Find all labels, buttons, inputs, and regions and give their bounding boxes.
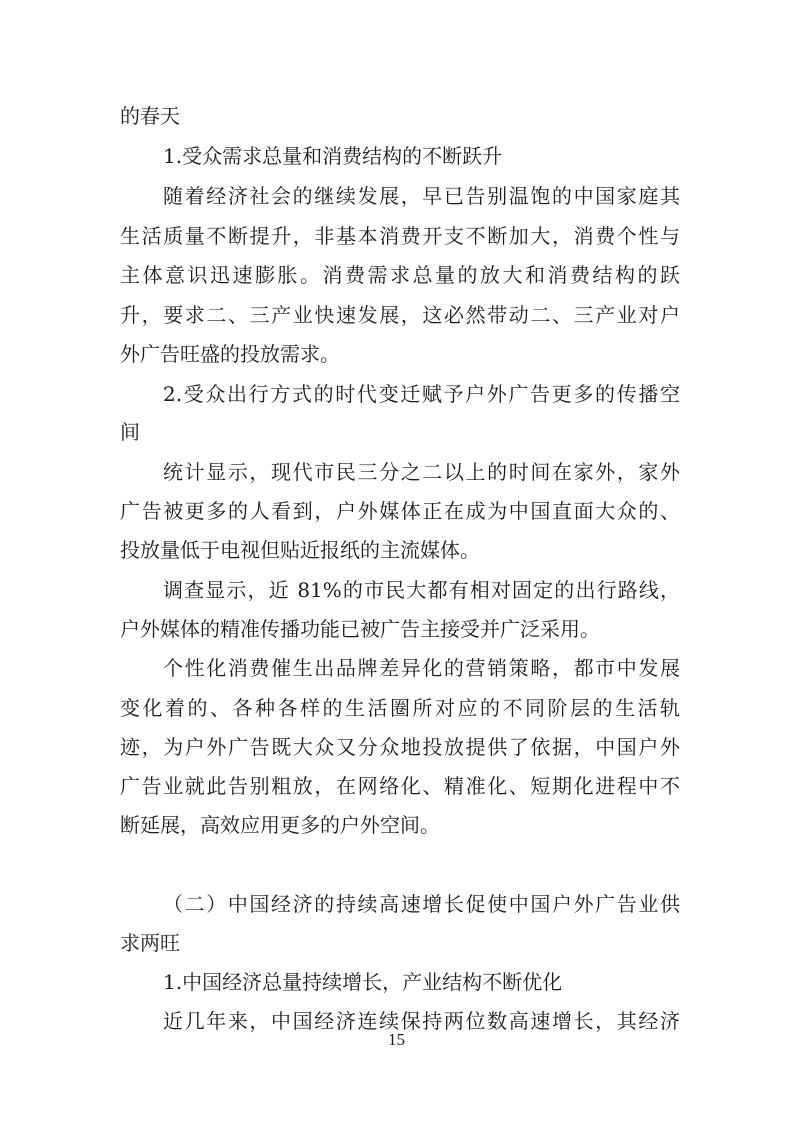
section-heading: 1.受众需求总量和消费结构的不断跃升: [163, 144, 503, 168]
text-line: 的春天: [120, 104, 180, 128]
text-line: 个性化消费催生出品牌差异化的营销策略，都市中发展: [163, 656, 680, 680]
text-line: 广告业就此告别粗放，在网络化、精准化、短期化进程中不: [120, 774, 680, 798]
section-heading: 求两旺: [120, 931, 180, 955]
text-line: 升，要求二、三产业快速发展，这必然带动二、三产业对户: [120, 303, 680, 327]
section-heading: 间: [120, 420, 140, 444]
text-line: 生活质量不断提升，非基本消费开支不断加大，消费个性与: [120, 224, 680, 248]
text-line: 统计显示，现代市民三分之二以上的时间在家外，家外: [163, 460, 680, 484]
text-line: 随着经济社会的继续发展，早已告别温饱的中国家庭其: [163, 184, 680, 208]
text-line: 广告被更多的人看到，户外媒体正在成为中国直面大众的、: [120, 499, 680, 523]
text-line: 断延展，高效应用更多的户外空间。: [120, 813, 440, 837]
text-line: 调查显示，近 81%的市民大都有相对固定的出行路线，: [163, 578, 680, 602]
section-heading: 1.中国经济总量持续增长，产业结构不断优化: [163, 970, 563, 994]
text-line: 主体意识迅速膨胀。消费需求总量的放大和消费结构的跃: [120, 263, 680, 287]
section-heading: 2.受众出行方式的时代变迁赋予户外广告更多的传播空: [163, 382, 680, 406]
text-line: 近几年来，中国经济连续保持两位数高速增长，其经济: [163, 1009, 680, 1033]
section-heading: （二）中国经济的持续高速增长促使中国户外广告业供: [163, 892, 680, 916]
text-line: 投放量低于电视但贴近报纸的主流媒体。: [120, 538, 480, 562]
page-number: 15: [388, 1030, 405, 1049]
text-line: 户外媒体的精准传播功能已被广告主接受并广泛采用。: [120, 617, 600, 641]
text-line: 变化着的、各种各样的生活圈所对应的不同阶层的生活轨: [120, 696, 680, 720]
text-line: 迹，为户外广告既大众又分众地投放提供了依据，中国户外: [120, 735, 680, 759]
text-line: 外广告旺盛的投放需求。: [120, 342, 340, 366]
